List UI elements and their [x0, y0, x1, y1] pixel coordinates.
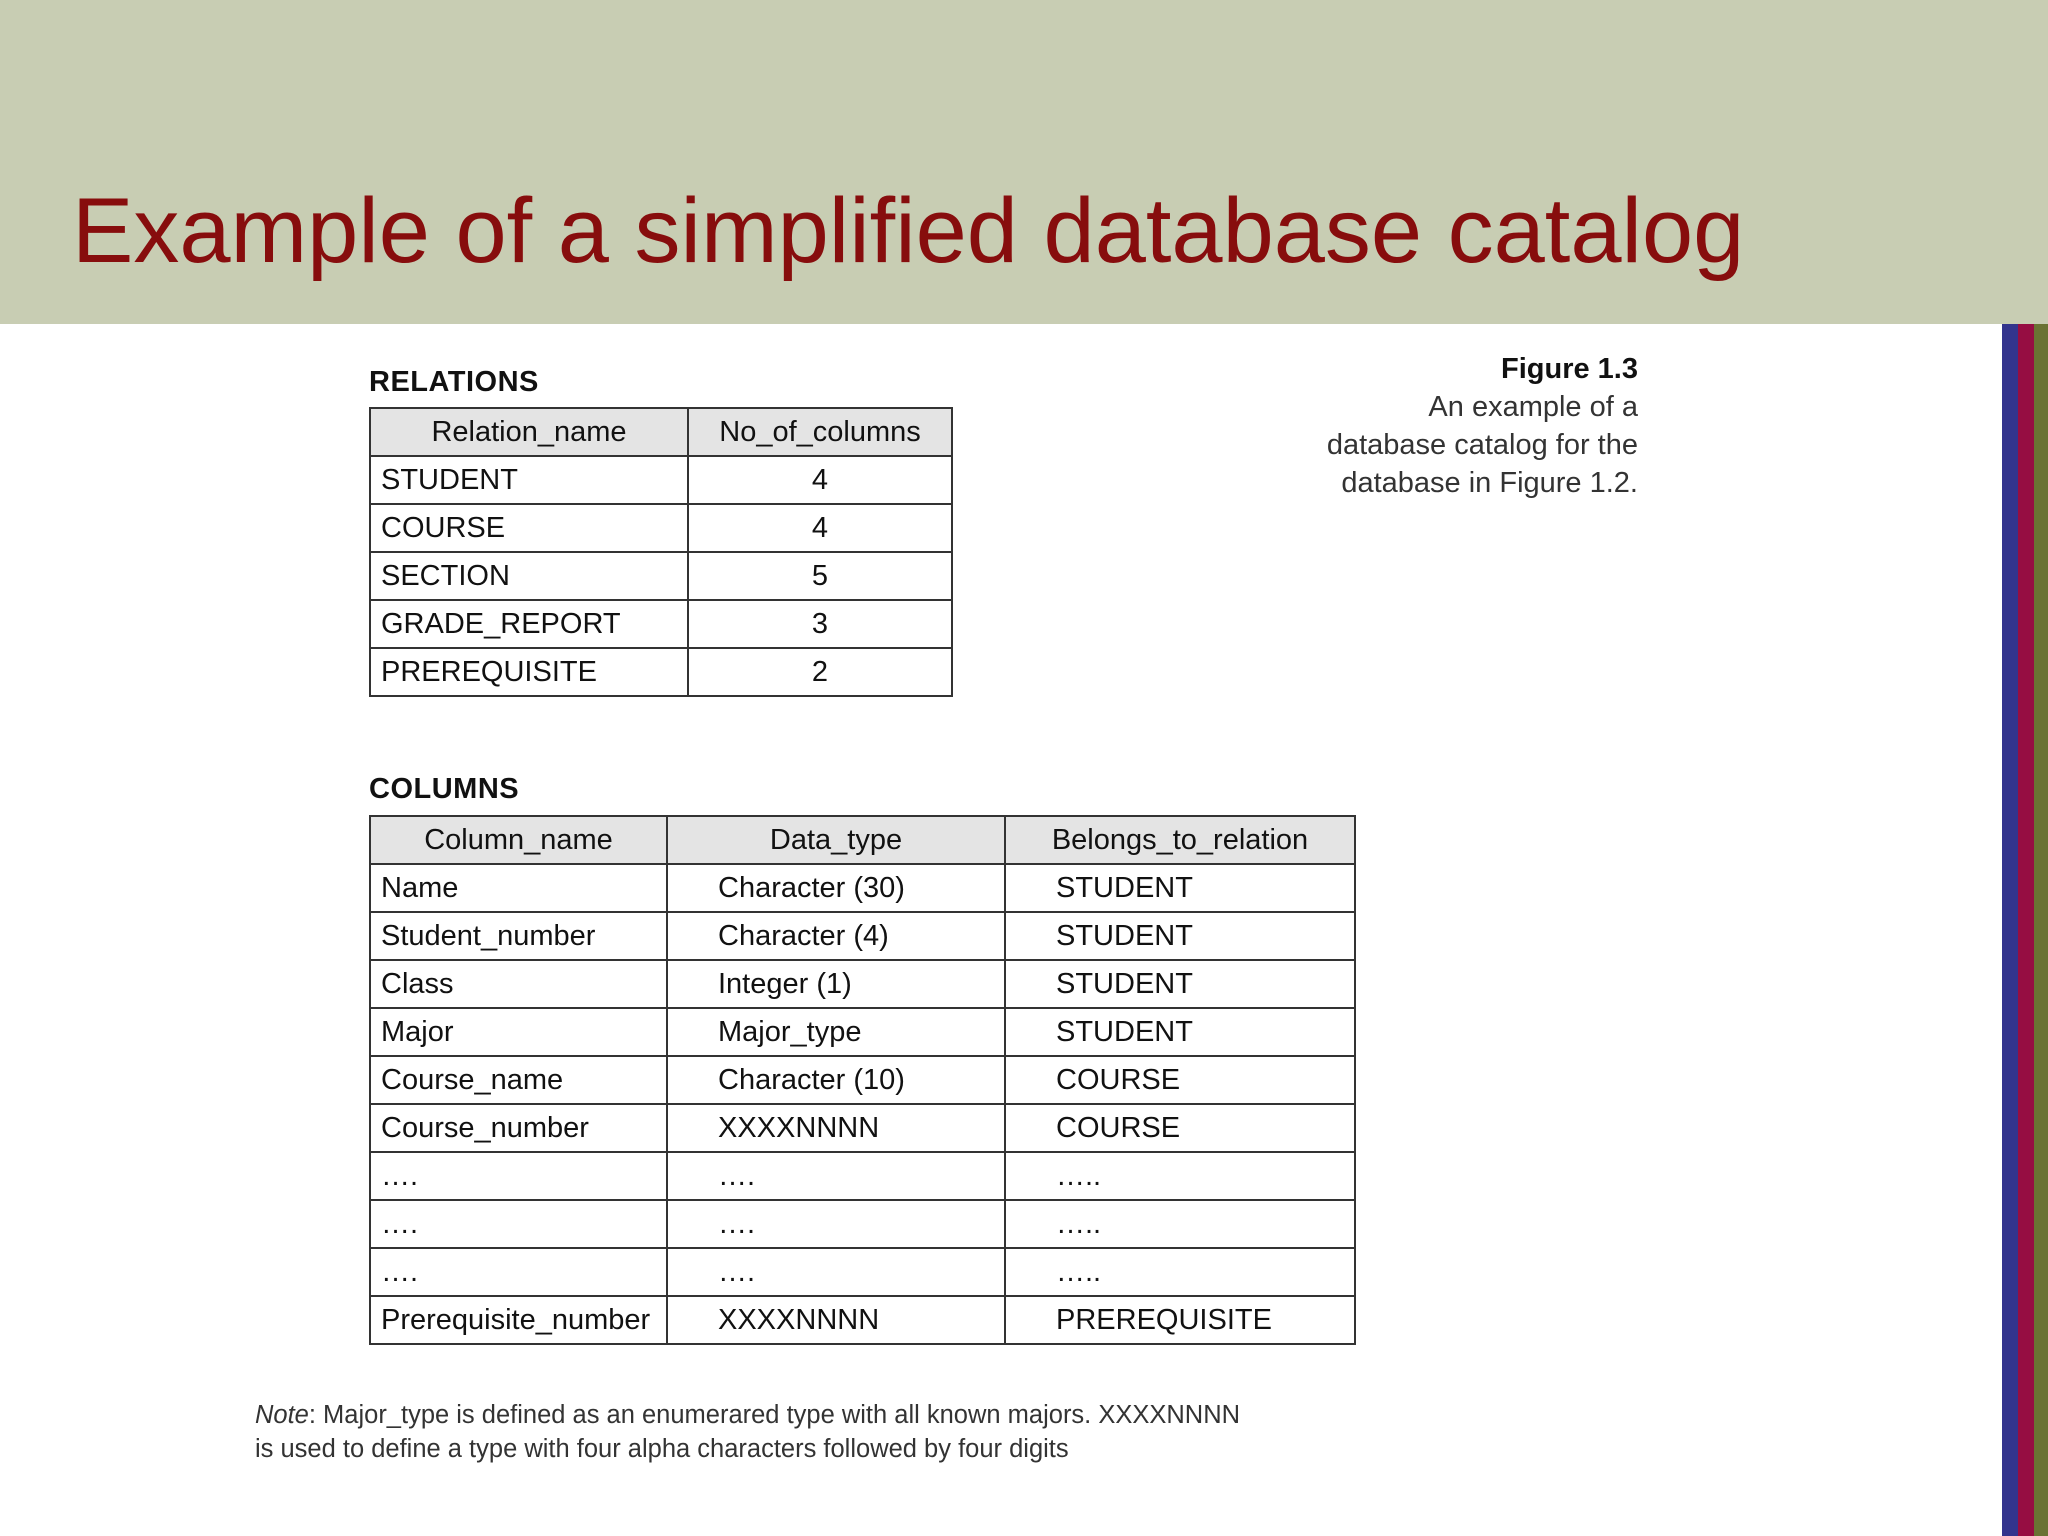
table-row	[370, 1056, 1355, 1104]
table-cell: SECTION	[370, 552, 688, 600]
table-cell: COURSE	[1005, 1056, 1355, 1104]
column-header: No_of_columns	[688, 408, 952, 456]
relations-table	[369, 407, 953, 697]
decorative-stripe-green	[2034, 324, 2048, 1536]
table-header-row	[370, 408, 952, 456]
table-cell: STUDENT	[1005, 1008, 1355, 1056]
table-cell: 4	[688, 456, 952, 504]
caption-line: database catalog for the	[1326, 429, 1638, 461]
table-row	[370, 1104, 1355, 1152]
footnote-line-2: is used to define a type with four alpha characters followed by four digits	[255, 1435, 1069, 1463]
table-cell: COURSE	[1005, 1104, 1355, 1152]
table-row	[370, 504, 952, 552]
table-row	[370, 1200, 1355, 1248]
footnote-label: Note	[255, 1401, 309, 1429]
table-row	[370, 1296, 1355, 1344]
column-header: Relation_name	[370, 408, 688, 456]
table-cell: Course_name	[370, 1056, 667, 1104]
table-cell: Major_type	[667, 1008, 1005, 1056]
column-header: Column_name	[370, 816, 667, 864]
table-cell: 4	[688, 504, 952, 552]
table-cell: STUDENT	[1005, 864, 1355, 912]
table-cell: Prerequisite_number	[370, 1296, 667, 1344]
table-cell: …..	[1005, 1152, 1355, 1200]
table-cell: GRADE_REPORT	[370, 600, 688, 648]
table-row	[370, 1008, 1355, 1056]
table-row	[370, 1152, 1355, 1200]
columns-table	[369, 815, 1356, 1345]
table-cell: ….	[667, 1248, 1005, 1296]
slide-title: Example of a simplified database catalog	[72, 180, 1745, 282]
caption-line: database in Figure 1.2.	[1341, 467, 1638, 499]
table-cell: …..	[1005, 1248, 1355, 1296]
table-cell: COURSE	[370, 504, 688, 552]
table-row	[370, 456, 952, 504]
table-cell: Student_number	[370, 912, 667, 960]
table-cell: STUDENT	[1005, 912, 1355, 960]
figure-caption	[1327, 350, 1638, 502]
table-cell: 5	[688, 552, 952, 600]
table-cell: Character (30)	[667, 864, 1005, 912]
table-row	[370, 960, 1355, 1008]
table-cell: ….	[370, 1200, 667, 1248]
table-cell: XXXXNNNN	[667, 1296, 1005, 1344]
table-cell: PREREQUISITE	[1005, 1296, 1355, 1344]
column-header: Data_type	[667, 816, 1005, 864]
column-header: Belongs_to_relation	[1005, 816, 1355, 864]
table-row	[370, 600, 952, 648]
table-row	[370, 552, 952, 600]
table-cell: Class	[370, 960, 667, 1008]
relations-section-label: RELATIONS	[369, 366, 539, 398]
table-header-row	[370, 816, 1355, 864]
footnote-line-1	[255, 1398, 1305, 1432]
table-row	[370, 912, 1355, 960]
table-row	[370, 1248, 1355, 1296]
table-cell: ….	[667, 1152, 1005, 1200]
table-cell: STUDENT	[370, 456, 688, 504]
table-cell: Course_number	[370, 1104, 667, 1152]
footnote-text: : Major_type is defined as an enumerared type with all known majors. XXXXNNNN	[308, 1401, 1241, 1429]
footnote	[255, 1398, 1305, 1466]
columns-section-label: COLUMNS	[369, 773, 520, 805]
table-cell: XXXXNNNN	[667, 1104, 1005, 1152]
slide-header	[0, 0, 2048, 324]
table-cell: ….	[370, 1248, 667, 1296]
decorative-stripe-blue	[2002, 324, 2018, 1536]
decorative-stripe-red	[2018, 324, 2034, 1536]
table-cell: Character (10)	[667, 1056, 1005, 1104]
table-cell: Character (4)	[667, 912, 1005, 960]
table-cell: …..	[1005, 1200, 1355, 1248]
caption-line: An example of a	[1428, 391, 1638, 423]
table-cell: ….	[370, 1152, 667, 1200]
table-cell: Integer (1)	[667, 960, 1005, 1008]
table-cell: Major	[370, 1008, 667, 1056]
figure-number: Figure 1.3	[1501, 353, 1638, 385]
table-cell: 3	[688, 600, 952, 648]
table-row	[370, 864, 1355, 912]
table-cell: PREREQUISITE	[370, 648, 688, 696]
table-row	[370, 648, 952, 696]
table-cell: Name	[370, 864, 667, 912]
table-cell: ….	[667, 1200, 1005, 1248]
table-cell: 2	[688, 648, 952, 696]
table-cell: STUDENT	[1005, 960, 1355, 1008]
